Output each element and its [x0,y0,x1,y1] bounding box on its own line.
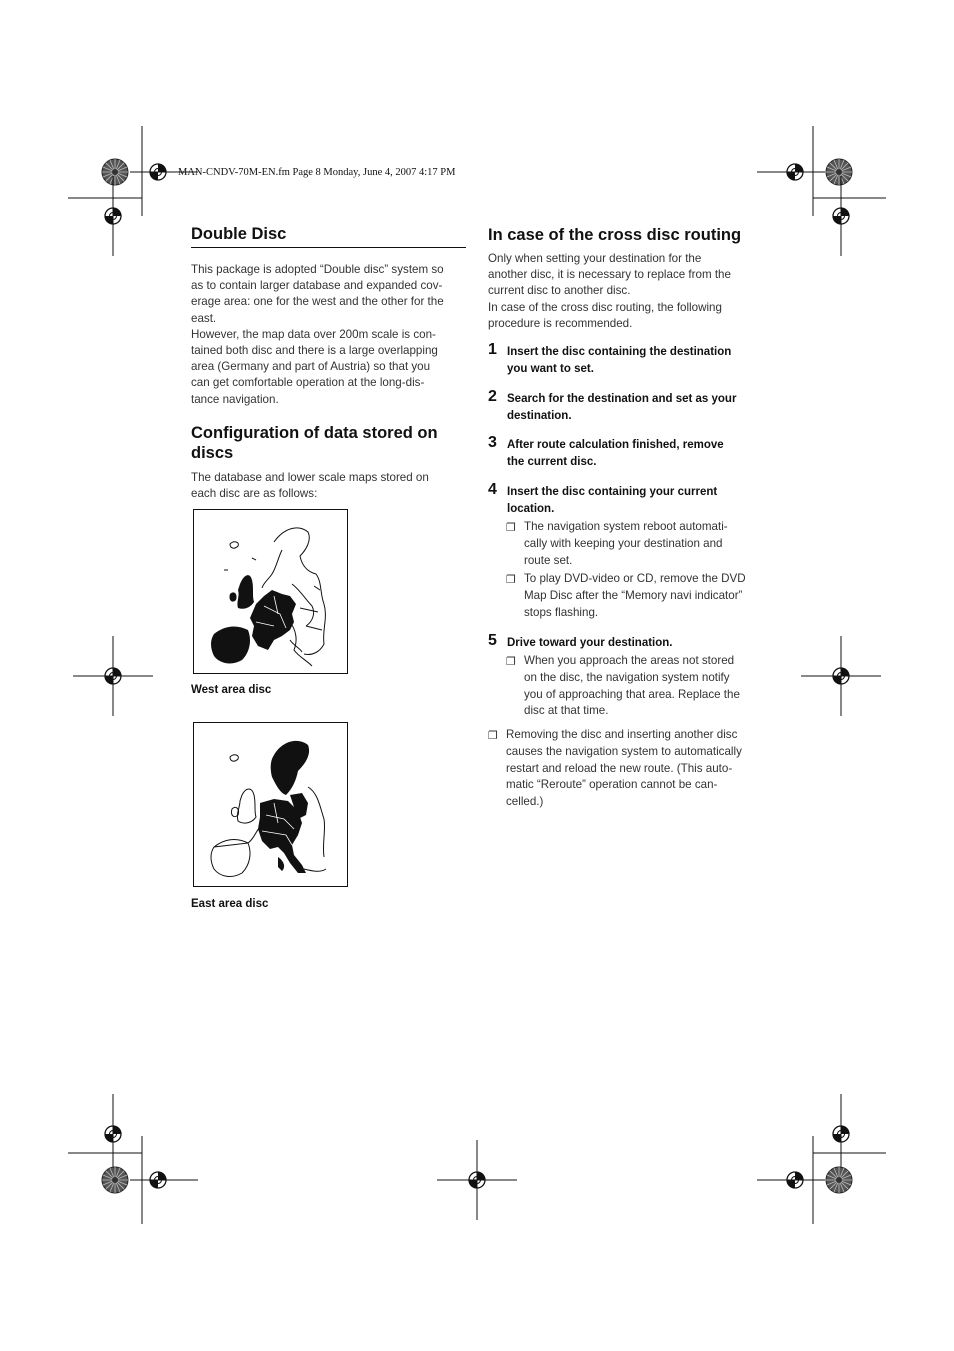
east-area-caption: East area disc [191,898,269,910]
text-line: stops flashing. [524,605,599,619]
checkbox-bullet-icon: ❐ [506,574,516,586]
step-number: 2 [488,388,497,405]
text-line: The database and lower scale maps stored on [191,471,429,484]
text-line: restart and reload the new route. (This auto- [506,761,733,775]
corner-mark-bottom-right [757,1094,886,1224]
text-line: another disc, it is necessary to replace from the [488,268,731,282]
text-line: Only when setting your destination for the [488,252,702,265]
checkbox-bullet-icon: ❐ [506,656,516,668]
east-area-map [193,722,348,887]
text-line: procedure is recommended. [488,316,633,330]
title-line: discs [191,444,234,462]
corner-mark-bottom-left [68,1094,198,1224]
text-line: route set. [524,553,573,567]
text-line: area (Germany and part of Austria) so that you [191,360,431,374]
text-line: destination. [507,410,572,422]
text-line: the current disc. [507,456,597,468]
mid-mark-bottom [437,1140,517,1220]
text-line: Removing the disc and inserting another disc [506,728,738,741]
text-line: can get comfortable operation at the long-dis- [191,376,425,390]
text-line: causes the navigation system to automatically [506,744,742,758]
double-disc-paragraph [191,262,465,408]
west-area-map [193,509,348,674]
step-instruction [507,437,767,471]
text-line: location. [507,503,555,515]
text-line: Map Disc after the “Memory navi indicator” [524,588,743,602]
step-number: 3 [488,434,497,451]
step-number: 4 [488,481,497,498]
text-line: Insert the disc containing your current [507,486,718,498]
text-line: erage area: one for the west and the other for the [191,295,444,309]
text-line: When you approach the areas not stored [524,654,735,667]
step-instruction [507,635,767,652]
text-line: celled.) [506,795,544,809]
west-area-caption: West area disc [191,684,272,696]
text-line: as to contain larger database and expanded cov- [191,279,443,293]
step-number: 1 [488,341,497,358]
text-line: you want to set. [507,363,594,375]
text-line: After route calculation finished, remove [507,439,724,451]
text-line: However, the map data over 200m scale is con- [191,327,436,341]
mid-mark-right [801,636,881,716]
step-instruction [507,391,767,425]
checkbox-bullet-icon: ❐ [506,522,516,534]
section-title-configuration [191,423,471,463]
text-line: The navigation system reboot automati- [524,520,728,533]
file-info-header: MAN-CNDV-70M-EN.fm Page 8 Monday, June 4, 2007 4:17 PM [178,167,456,178]
text-line: In case of the cross disc routing, the following [488,300,722,314]
section-title-cross-disc-routing: In case of the cross disc routing [488,226,742,244]
cross-disc-intro-paragraph [488,251,763,332]
mid-mark-left [73,636,153,716]
west-europe-map-illustration [194,510,347,673]
section-title-double-disc: Double Disc [191,225,466,248]
text-line: To play DVD-video or CD, remove the DVD [524,572,746,585]
text-line: cally with keeping your destination and [524,536,723,550]
configuration-paragraph [191,470,465,502]
title-line: Configuration of data stored on [191,424,438,442]
east-europe-map-illustration [194,723,347,886]
text-line: Search for the destination and set as your [507,393,737,405]
text-line: matic “Reroute” operation cannot be can- [506,778,718,792]
text-line: This package is adopted “Double disc” system so [191,263,444,276]
step-instruction [507,344,767,378]
text-line: on the disc, the navigation system notify [524,670,730,684]
text-line: tance navigation. [191,392,279,406]
corner-mark-top-left [68,126,198,256]
text-line: tained both disc and there is a large overlapping [191,344,438,358]
text-line: disc at that time. [524,704,609,718]
text-line: current disc to another disc. [488,284,631,298]
text-line: east. [191,311,217,325]
text-line: Drive toward your destination. [507,637,673,649]
text-line: Insert the disc containing the destination [507,346,732,358]
step-instruction [507,484,767,518]
text-line: each disc are as follows: [191,487,318,501]
step-number: 5 [488,632,497,649]
text-line: you of approaching that area. Replace the [524,687,740,701]
checkbox-bullet-icon: ❐ [488,730,498,742]
